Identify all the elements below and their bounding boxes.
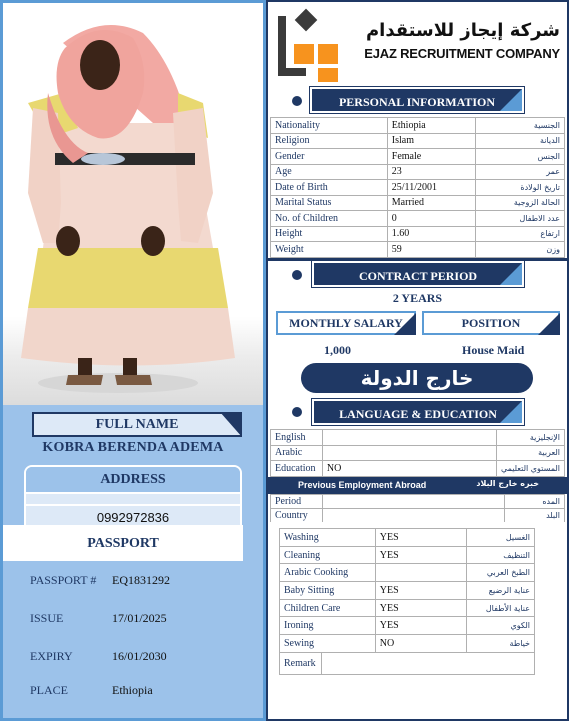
row-value: YES xyxy=(375,582,466,600)
row-value: 1.60 xyxy=(387,226,475,242)
section-bullet xyxy=(292,270,302,280)
remark-value xyxy=(321,653,534,675)
candidate-photo xyxy=(3,3,263,405)
row-value: 23 xyxy=(387,164,475,180)
skill-row xyxy=(280,635,535,653)
previous-employment-row xyxy=(271,495,565,509)
previous-employment-title-arabic: خبره خارج البلاد xyxy=(476,479,539,488)
passport-place-value: Ethiopia xyxy=(112,683,153,697)
row-value: 25/11/2001 xyxy=(387,180,475,196)
corner-triangle-decoration xyxy=(500,263,522,285)
corner-triangle-decoration xyxy=(500,89,522,111)
row-label: Period xyxy=(271,495,323,509)
language-education-heading xyxy=(312,399,524,425)
passport-place-label: PLACE xyxy=(30,683,69,697)
row-value: Ethiopia xyxy=(387,118,475,134)
row-label: Education xyxy=(271,461,323,477)
passport-expiry-value: 16/01/2030 xyxy=(112,649,167,663)
row-value: Female xyxy=(387,149,475,165)
remark-table xyxy=(279,652,535,675)
full-name-value: KOBRA BERENDA ADEMA xyxy=(42,440,224,455)
language-row xyxy=(271,445,565,461)
corner-triangle-decoration xyxy=(538,313,560,335)
row-value xyxy=(322,509,504,523)
personal-info-row xyxy=(271,195,565,211)
row-label-arabic: ارتفاع xyxy=(475,226,564,242)
monthly-salary-label-text: MONTHLY SALARY xyxy=(289,316,403,330)
skill-row xyxy=(280,617,535,635)
address-line xyxy=(26,492,240,506)
row-value xyxy=(375,564,466,582)
row-value xyxy=(322,430,496,446)
personal-info-row xyxy=(271,242,565,258)
row-label: No. of Children xyxy=(271,211,388,227)
section-bullet xyxy=(292,407,302,417)
corner-triangle-decoration xyxy=(220,412,242,437)
skill-row xyxy=(280,582,535,600)
personal-info-row xyxy=(271,149,565,165)
row-label-arabic: عمر xyxy=(475,164,564,180)
remark-row xyxy=(280,653,535,675)
company-header xyxy=(268,2,567,86)
row-label: Baby Sitting xyxy=(280,582,376,600)
monthly-salary-value: 1,000 xyxy=(324,343,351,357)
row-label: Arabic Cooking xyxy=(280,564,376,582)
position-label xyxy=(422,311,560,335)
contract-period-heading xyxy=(312,261,524,287)
passport-issue-row xyxy=(3,599,243,637)
contract-period-title: CONTRACT PERIOD xyxy=(358,269,478,283)
full-name-label xyxy=(32,412,242,437)
row-label-arabic: الجنسية xyxy=(475,118,564,134)
company-logo-icon xyxy=(274,8,354,88)
row-label: Washing xyxy=(280,529,376,547)
personal-info-row xyxy=(271,133,565,149)
corner-triangle-decoration xyxy=(500,401,522,423)
destination-badge: خارج الدولة xyxy=(301,363,533,393)
contract-period-value: 2 YEARS xyxy=(392,291,443,305)
language-education-title: LANGUAGE & EDUCATION xyxy=(339,407,497,421)
row-label: Marital Status xyxy=(271,195,388,211)
row-label: English xyxy=(271,430,323,446)
row-label-arabic: الديانة xyxy=(475,133,564,149)
section-bullet xyxy=(292,96,302,106)
remark-label: Remark xyxy=(280,653,322,675)
row-value: Islam xyxy=(387,133,475,149)
language-table xyxy=(270,429,565,477)
row-value xyxy=(322,445,496,461)
company-name-arabic: شركة إيجاز للاستقدام xyxy=(365,20,560,41)
row-value: NO xyxy=(322,461,496,477)
personal-info-row xyxy=(271,226,565,242)
personal-info-row xyxy=(271,164,565,180)
previous-employment-title: Previous Employment Abroad xyxy=(298,480,427,490)
row-value: NO xyxy=(375,635,466,653)
personal-info-heading xyxy=(310,87,524,113)
address-label: ADDRESS xyxy=(26,467,240,492)
row-label: Weight xyxy=(271,242,388,258)
row-label-arabic: عدد الاطفال xyxy=(475,211,564,227)
personal-info-row xyxy=(271,118,565,134)
row-label: Nationality xyxy=(271,118,388,134)
row-value: YES xyxy=(375,546,466,564)
row-value xyxy=(322,495,504,509)
row-label-arabic: الكوي xyxy=(467,617,535,635)
passport-expiry-row xyxy=(3,637,243,675)
monthly-salary-label xyxy=(276,311,416,335)
passport-heading: PASSPORT xyxy=(3,525,243,561)
corner-triangle-decoration xyxy=(394,313,416,335)
row-label-arabic: البلد xyxy=(505,509,565,523)
row-label-arabic: الحالة الزوجية xyxy=(475,195,564,211)
row-label: Date of Birth xyxy=(271,180,388,196)
phone-number: 0992972836 xyxy=(26,506,240,530)
row-label-arabic: عناية الأطفال xyxy=(467,599,535,617)
full-name-label-text: FULL NAME xyxy=(95,417,179,432)
row-label-arabic: عناية الرضيع xyxy=(467,582,535,600)
passport-number-value: EQ1831292 xyxy=(112,573,170,587)
row-label: Country xyxy=(271,509,323,523)
row-label: Ironing xyxy=(280,617,376,635)
previous-employment-table xyxy=(270,494,565,523)
personal-info-title: PERSONAL INFORMATION xyxy=(338,95,496,109)
row-value: YES xyxy=(375,617,466,635)
row-value: YES xyxy=(375,599,466,617)
row-label: Gender xyxy=(271,149,388,165)
row-value: Married xyxy=(387,195,475,211)
row-value: 0 xyxy=(387,211,475,227)
row-label-arabic: التنظيف xyxy=(467,546,535,564)
passport-number-row xyxy=(3,561,243,599)
personal-info-table xyxy=(270,117,565,258)
row-label: Cleaning xyxy=(280,546,376,564)
passport-expiry-label: EXPIRY xyxy=(30,649,73,663)
row-label-arabic: المستوي التعليمي xyxy=(496,461,564,477)
previous-employment-heading xyxy=(268,477,567,494)
passport-issue-value: 17/01/2025 xyxy=(112,611,167,625)
passport-issue-label: ISSUE xyxy=(30,611,64,625)
position-value: House Maid xyxy=(462,343,525,357)
personal-info-row xyxy=(271,211,565,227)
row-label-arabic: وزن xyxy=(475,242,564,258)
skill-row xyxy=(280,599,535,617)
row-label-arabic: خياطة xyxy=(467,635,535,653)
row-label: Religion xyxy=(271,133,388,149)
language-row xyxy=(271,461,565,477)
previous-employment-row xyxy=(271,509,565,523)
personal-info-row xyxy=(271,180,565,196)
company-name-english: EJAZ RECRUITMENT COMPANY xyxy=(364,46,560,61)
row-label-arabic: الإنجليزية xyxy=(496,430,564,446)
row-label-arabic: الجنس xyxy=(475,149,564,165)
language-row xyxy=(271,430,565,446)
row-label: Arabic xyxy=(271,445,323,461)
row-label-arabic: الطبخ العربي xyxy=(467,564,535,582)
row-label: Sewing xyxy=(280,635,376,653)
row-value: YES xyxy=(375,529,466,547)
skills-table xyxy=(279,528,535,653)
row-label: Height xyxy=(271,226,388,242)
row-label-arabic: العربية xyxy=(496,445,564,461)
skill-row xyxy=(280,546,535,564)
row-label-arabic: المده xyxy=(505,495,565,509)
row-label-arabic: تاريخ الولادة xyxy=(475,180,564,196)
row-value: 59 xyxy=(387,242,475,258)
row-label: Children Care xyxy=(280,599,376,617)
passport-number-label: PASSPORT # xyxy=(30,573,97,587)
row-label: Age xyxy=(271,164,388,180)
row-label-arabic: الغسيل xyxy=(467,529,535,547)
passport-place-row xyxy=(3,675,243,715)
skill-row xyxy=(280,564,535,582)
skill-row xyxy=(280,529,535,547)
position-label-text: POSITION xyxy=(461,316,521,330)
